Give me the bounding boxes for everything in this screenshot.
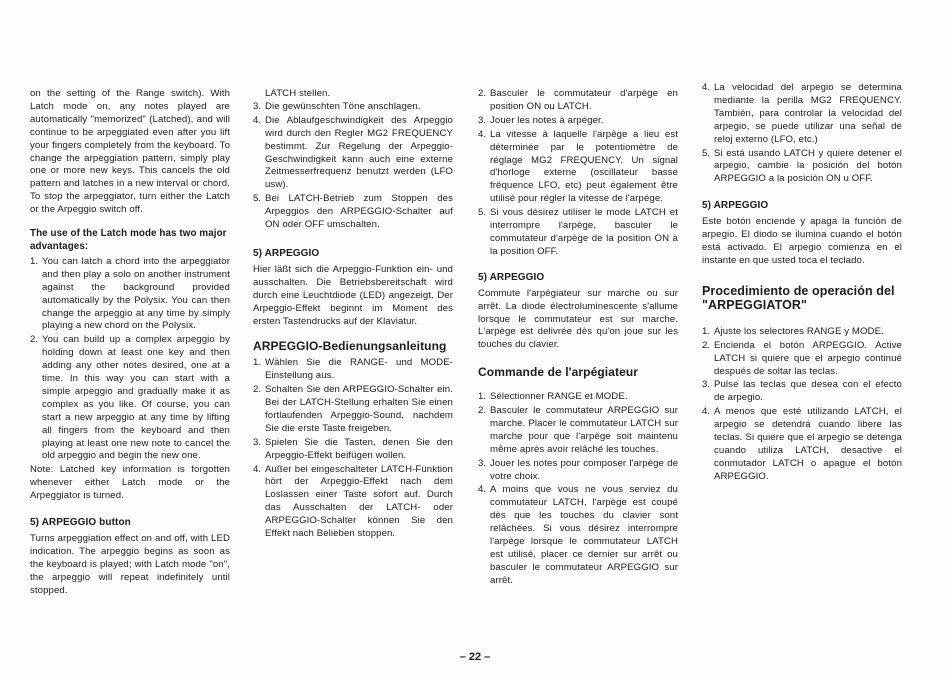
list-item: 2. Basculer le commutateur ARPEGGIO sur marche. Placer le commutateur LATCH sur marche pour que l'arpège soit maintenu même après avoir relâché les touches.: [478, 405, 678, 455]
list-item: 3. Jouer les notes à arpéger.: [478, 114, 604, 126]
arpeggio-heading: 5) ARPEGGIO: [478, 271, 545, 283]
german-steps-list-2: [253, 357, 453, 541]
list-item: 4. Außer bei eingeschalteter LATCH-Funktion hört der Arpeggio-Effekt nach dem Loslassen einer Taste sofort auf. Durch das Ausschalten der LATCH- oder ARPEGGIO-Schalter können Sie den Effekt nach Belieben stoppen.: [253, 463, 453, 540]
continued-text: LATCH stellen.: [265, 88, 331, 99]
list-item: 5. Si está usando LATCH y quiere detener el arpegio, cambie la posición del botón ARPEGGIO a la posición ON u OFF.: [702, 147, 902, 185]
spanish-steps-list-2: [702, 326, 902, 484]
section-heading: ARPEGGIO-Bedienungsanleitung: [253, 339, 447, 354]
german-column: [253, 88, 453, 542]
french-steps-list-1: [478, 88, 678, 259]
arpeggio-heading: 5) ARPEGGIO: [253, 247, 320, 259]
spanish-steps-list-1: [702, 82, 902, 186]
spanish-column: [702, 82, 902, 485]
list-item: 2. Basculer le commutateur d'arpège en position ON ou LATCH.: [478, 88, 678, 112]
list-item: 4. La vitesse à laquelle l'arpège a lieu est déterminée par le potentiomètre de réglage MG2 FREQUENCY. Un signal d'horloge externe (oscillateur basse fréquence LFO, etc) peut également être utilisé pour régler la vitesse de l'arpège.: [478, 128, 678, 205]
list-item: 4. La velocidad del arpegio se determina mediante la perilla MG2 FREQUENCY. También, para controlar la velocidad del arpegio, se puede utilizar una señal de reloj externo (LFO, etc.): [702, 82, 902, 145]
list-item: 2. Schalten Sie den ARPEGGIO-Schalter ein. Bei der LATCH-Stellung erhalten Sie einen fortlaufenden Arpeggio-Sound, nachdem Sie die erste Taste freigeben.: [253, 384, 453, 434]
list-item: 1. Ajuste los selectores RANGE y MODE.: [702, 325, 884, 337]
french-steps-list-2: [478, 391, 678, 588]
arpeggio-text: Hier läßt sich die Arpeggio-Funktion ein- und ausschalten. Die Betriebsbereitschaft wird durch eine Leuchtdiode (LED) angezeigt. Der Arpeggio-Effekt beginnt im Moment des ersten Tastendrucks auf der Klaviatur.: [253, 263, 453, 327]
section-heading: Commande de l'arpégiateur: [478, 365, 639, 380]
latch-intro-paragraph: on the setting of the Range switch). With Latch mode on, any notes played are automatically "memorized" (Latched), and will continue to be arpeggiated even after you lift your fingers completely from the keyboard. To change the arpeggiation pattern, simply play one or more new keys. This cancels the old pattern and latches in a new interval or chord. To stop the arpeggiator, turn either the Latch or the Arpeggio switch off.: [30, 88, 230, 216]
arpeggio-text: Commute l'arpégiateur sur marche ou sur arrêt. La diode électroluminescente s'allume lorsque le commutateur est sur marche. L'arpège est delivrée dès qu'on joue sur les touches du clavier.: [478, 287, 678, 351]
list-item: 2. Encienda el botón ARPEGGIO. Active LATCH si quiere que el arpegio continué después de soltar las teclas.: [702, 339, 902, 377]
english-column: [30, 88, 230, 598]
arpeggio-text: Este botón enciende y apaga la función de arpegio. El diodo se ilumina cuando el botón está activado. El arpegio comienza en el instante en que usted toca el teclado.: [702, 216, 902, 266]
list-item: 3. Pulse las teclas que desea con el efecto de arpegio.: [702, 379, 902, 404]
list-item: 3. Die gewünschten Töne anschlagen.: [253, 100, 421, 112]
arpeggio-button-text: Turns arpeggiation effect on and off, with LED indication. The arpeggio begins as soon as the keyboard is played; with Latch mode "on", the arpeggio will repeat indefinitely until stopped.: [30, 533, 230, 596]
list-item: 1. You can latch a chord into the arpeggiator and then play a solo on another instrument against the background provided automatically by the Polysix. You can then change the arpeggio at any time by simply playing a new chord on the Polysix.: [30, 255, 230, 332]
arpeggio-heading: 5) ARPEGGIO: [702, 200, 769, 212]
advantages-list: [30, 256, 230, 464]
page-number: – 22 –: [459, 651, 491, 663]
french-column: [478, 88, 678, 589]
list-item: 4. A moins que vous ne vous serviez du commutateur LATCH, l'arpège est coupé dès que les touches du clavier sont relâchées. Si vous désirez interrompre l'arpège lorsque le commutateur LATCH est utilisé, placer ce dernier sur arrêt ou basculer le commutateur ARPEGGIO sur arrêt.: [478, 484, 678, 586]
advantages-heading: The use of the Latch mode has two major advantages:: [30, 228, 227, 252]
list-item: 5. Si vous désirez utiliser le mode LATCH et interrompre l'arpège, basculer le commutateur d'arpège de la position ON à la position OFF.: [478, 207, 678, 257]
list-item: 3. Jouer les notes pour composer l'arpège de votre choix.: [478, 457, 678, 482]
list-item: 3. Spielen Sie die Tasten, denen Sie den Arpeggio-Effekt beifügen wollen.: [253, 436, 453, 461]
arpeggio-button-heading: 5) ARPEGGIO button: [30, 517, 131, 529]
section-heading: Procedimiento de operación del "ARPEGGIATOR": [702, 283, 895, 312]
list-item: 1. Sélectionner RANGE et MODE.: [478, 391, 628, 403]
list-item: 4. Die Ablaufgeschwindigkeit des Arpeggio wird durch den Regler MG2 FREQUENCY bestimmt. Zur Regelung der Arpeggio-Geschwindigkeit kann auch eine externe Zeitmesserfrequenz benutzt werden (LFO usw).: [253, 114, 453, 191]
list-item: 1. Wählen Sie die RANGE- und MODE-Einstellung aus.: [253, 357, 453, 382]
german-steps-list-1: [253, 101, 453, 232]
list-item: 5. Bei LATCH-Betrieb zum Stoppen des Arpeggios den ARPEGGIO-Schalter auf ON oder OFF umschalten.: [253, 193, 453, 231]
list-item: 4. A menos que esté utilizando LATCH, el arpegio se detendrá cuando libere las teclas. Si quiere que el arpegio se detenga cuando utiliza LATCH, desactive el conmutador LATCH o apague el botón ARPEGGIO.: [702, 406, 902, 482]
latch-note: Note: Latched key information is forgotten whenever either Latch mode or the Arpeggiator is turned.: [30, 464, 230, 502]
list-item: 2. You can build up a complex arpeggio by holding down at least one key and then adding any other notes desired, one at a time. In this way you can start with a simple arpeggio and gradually make it as complex as you like. Of course, you can start a new arpeggio at any time by lifting all fingers from the keyboard and then playing at least one new note to cancel the old arpeggio and begin the new one.: [30, 334, 230, 462]
